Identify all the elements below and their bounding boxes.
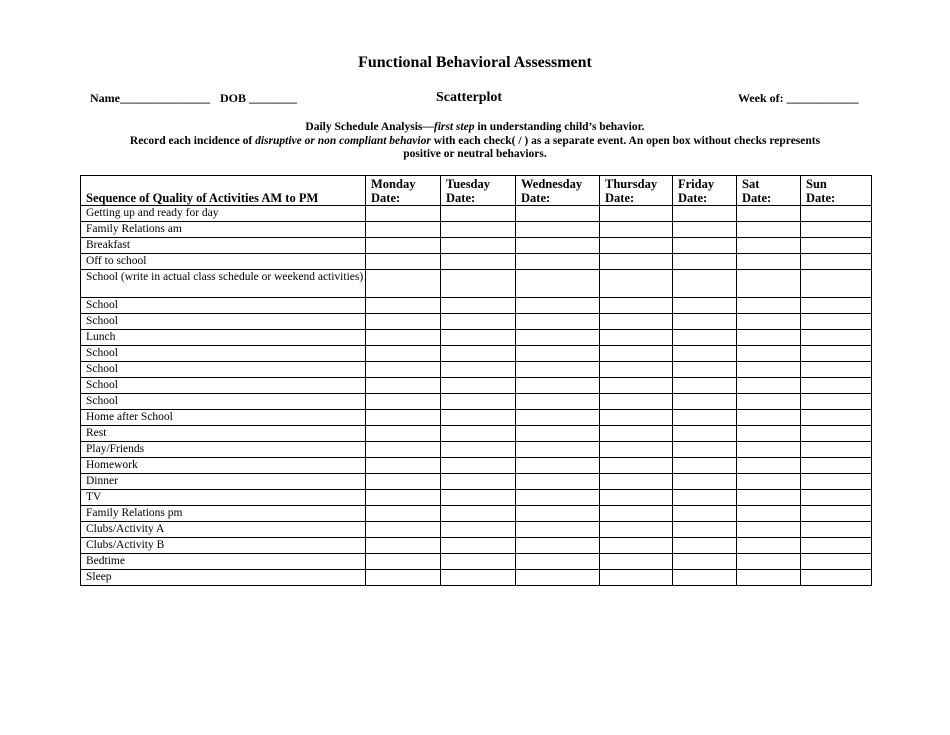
check-cell-wednesday[interactable] (516, 506, 600, 522)
date-label: Date: (371, 191, 401, 205)
check-cell-friday[interactable] (673, 554, 737, 570)
activity-label: Clubs/Activity A (81, 522, 366, 538)
check-cell-monday[interactable] (366, 426, 441, 442)
check-cell-friday[interactable] (673, 254, 737, 270)
instructions-text: with each check( / ) as a separate event. An open box without checks represents (430, 134, 821, 147)
check-cell-thursday[interactable] (600, 298, 673, 314)
check-cell-wednesday[interactable] (516, 394, 600, 410)
table-row (81, 254, 872, 270)
check-cell-sat[interactable] (737, 442, 801, 458)
check-cell-monday[interactable] (366, 346, 441, 362)
check-cell-monday[interactable] (366, 522, 441, 538)
check-cell-wednesday[interactable] (516, 378, 600, 394)
check-cell-thursday[interactable] (600, 362, 673, 378)
check-cell-tuesday[interactable] (441, 570, 516, 586)
check-cell-sun[interactable] (801, 554, 872, 570)
check-cell-thursday[interactable] (600, 378, 673, 394)
check-cell-monday[interactable] (366, 474, 441, 490)
check-cell-monday[interactable] (366, 314, 441, 330)
check-cell-tuesday[interactable] (441, 410, 516, 426)
check-cell-tuesday[interactable] (441, 442, 516, 458)
check-cell-sat[interactable] (737, 474, 801, 490)
check-cell-sun[interactable] (801, 538, 872, 554)
check-cell-friday[interactable] (673, 330, 737, 346)
table-row (81, 570, 872, 586)
check-cell-thursday[interactable] (600, 254, 673, 270)
table-row (81, 346, 872, 362)
check-cell-wednesday[interactable] (516, 206, 600, 222)
check-cell-tuesday[interactable] (441, 314, 516, 330)
check-cell-sun[interactable] (801, 522, 872, 538)
day-name: Wednesday (521, 177, 583, 191)
check-cell-friday[interactable] (673, 410, 737, 426)
check-cell-thursday[interactable] (600, 522, 673, 538)
check-cell-wednesday[interactable] (516, 330, 600, 346)
check-cell-wednesday[interactable] (516, 538, 600, 554)
check-cell-sun[interactable] (801, 206, 872, 222)
check-cell-wednesday[interactable] (516, 490, 600, 506)
activity-label: School (write in actual class schedule or weekend activities) (81, 270, 366, 298)
table-row (81, 426, 872, 442)
scatterplot-table (80, 175, 872, 586)
activity-label: School (81, 394, 366, 410)
table-row (81, 330, 872, 346)
check-cell-sat[interactable] (737, 314, 801, 330)
date-label: Date: (678, 191, 708, 205)
check-cell-sun[interactable] (801, 238, 872, 254)
check-cell-sat[interactable] (737, 222, 801, 238)
day-name: Monday (371, 177, 416, 191)
activity-label: Bedtime (81, 554, 366, 570)
check-cell-monday[interactable] (366, 254, 441, 270)
activity-label: TV (81, 490, 366, 506)
table-row (81, 270, 872, 298)
check-cell-monday[interactable] (366, 270, 441, 298)
check-cell-friday[interactable] (673, 270, 737, 298)
table-row (81, 314, 872, 330)
check-cell-friday[interactable] (673, 314, 737, 330)
table-row (81, 442, 872, 458)
check-cell-sun[interactable] (801, 330, 872, 346)
check-cell-sat[interactable] (737, 270, 801, 298)
check-cell-friday[interactable] (673, 362, 737, 378)
table-row (81, 458, 872, 474)
check-cell-wednesday[interactable] (516, 314, 600, 330)
day-header-sat (737, 176, 801, 206)
check-cell-wednesday[interactable] (516, 238, 600, 254)
check-cell-thursday[interactable] (600, 490, 673, 506)
check-cell-thursday[interactable] (600, 270, 673, 298)
check-cell-friday[interactable] (673, 458, 737, 474)
check-cell-sun[interactable] (801, 506, 872, 522)
check-cell-wednesday[interactable] (516, 270, 600, 298)
check-cell-monday[interactable] (366, 554, 441, 570)
check-cell-sat[interactable] (737, 394, 801, 410)
check-cell-monday[interactable] (366, 570, 441, 586)
check-cell-sat[interactable] (737, 522, 801, 538)
activity-label: School (81, 378, 366, 394)
day-header-tuesday (441, 176, 516, 206)
day-header-wednesday (516, 176, 600, 206)
check-cell-sat[interactable] (737, 298, 801, 314)
check-cell-sat[interactable] (737, 238, 801, 254)
instructions-text: in understanding child’s behavior. (474, 121, 645, 133)
check-cell-monday[interactable] (366, 410, 441, 426)
table-row (81, 410, 872, 426)
table-row (81, 222, 872, 238)
check-cell-sun[interactable] (801, 442, 872, 458)
check-cell-sat[interactable] (737, 254, 801, 270)
activity-label: School (81, 298, 366, 314)
check-cell-tuesday[interactable] (441, 330, 516, 346)
day-name: Tuesday (446, 177, 491, 191)
check-cell-monday[interactable] (366, 298, 441, 314)
check-cell-tuesday[interactable] (441, 206, 516, 222)
check-cell-sun[interactable] (801, 426, 872, 442)
check-cell-sat[interactable] (737, 570, 801, 586)
activity-label: Family Relations pm (81, 506, 366, 522)
check-cell-thursday[interactable] (600, 442, 673, 458)
check-cell-friday[interactable] (673, 346, 737, 362)
document-title: Functional Behavioral Assessment (358, 54, 592, 71)
check-cell-thursday[interactable] (600, 458, 673, 474)
check-cell-friday[interactable] (673, 426, 737, 442)
activity-label: Play/Friends (81, 442, 366, 458)
table-row (81, 554, 872, 570)
activity-label: Rest (81, 426, 366, 442)
check-cell-sun[interactable] (801, 298, 872, 314)
check-cell-tuesday[interactable] (441, 346, 516, 362)
check-cell-sat[interactable] (737, 506, 801, 522)
activity-label: School (81, 362, 366, 378)
table-row (81, 378, 872, 394)
check-cell-wednesday[interactable] (516, 222, 600, 238)
activity-label: Home after School (81, 410, 366, 426)
check-cell-tuesday[interactable] (441, 378, 516, 394)
table-row (81, 490, 872, 506)
check-cell-friday[interactable] (673, 238, 737, 254)
check-cell-sun[interactable] (801, 314, 872, 330)
check-cell-tuesday[interactable] (441, 362, 516, 378)
activity-label: Homework (81, 458, 366, 474)
date-label: Date: (806, 191, 836, 205)
instructions-emphasis: first step (433, 121, 475, 133)
instructions-text: Daily Schedule Analysis— (305, 121, 434, 133)
check-cell-thursday[interactable] (600, 570, 673, 586)
check-cell-friday[interactable] (673, 474, 737, 490)
check-cell-wednesday[interactable] (516, 458, 600, 474)
table-row (81, 538, 872, 554)
check-cell-sun[interactable] (801, 394, 872, 410)
check-cell-friday[interactable] (673, 298, 737, 314)
check-cell-friday[interactable] (673, 570, 737, 586)
check-cell-friday[interactable] (673, 442, 737, 458)
check-cell-sat[interactable] (737, 206, 801, 222)
check-cell-sun[interactable] (801, 362, 872, 378)
date-label: Date: (742, 191, 772, 205)
check-cell-tuesday[interactable] (441, 254, 516, 270)
check-cell-sun[interactable] (801, 474, 872, 490)
check-cell-tuesday[interactable] (441, 522, 516, 538)
check-cell-sun[interactable] (801, 490, 872, 506)
day-name: Friday (678, 177, 715, 191)
check-cell-tuesday[interactable] (441, 458, 516, 474)
check-cell-thursday[interactable] (600, 222, 673, 238)
check-cell-tuesday[interactable] (441, 426, 516, 442)
check-cell-wednesday[interactable] (516, 426, 600, 442)
table-row (81, 474, 872, 490)
activity-label: Family Relations am (81, 222, 366, 238)
check-cell-sun[interactable] (801, 222, 872, 238)
sequence-header: Sequence of Quality of Activities AM to PM (81, 176, 366, 206)
check-cell-sat[interactable] (737, 346, 801, 362)
activity-label: School (81, 346, 366, 362)
check-cell-wednesday[interactable] (516, 570, 600, 586)
check-cell-sat[interactable] (737, 378, 801, 394)
check-cell-tuesday[interactable] (441, 506, 516, 522)
check-cell-wednesday[interactable] (516, 442, 600, 458)
check-cell-sun[interactable] (801, 458, 872, 474)
check-cell-monday[interactable] (366, 442, 441, 458)
check-cell-sun[interactable] (801, 270, 872, 298)
check-cell-friday[interactable] (673, 538, 737, 554)
name-field-label: Name_______________ (90, 91, 210, 105)
check-cell-wednesday[interactable] (516, 298, 600, 314)
table-row (81, 394, 872, 410)
activity-label: Getting up and ready for day (81, 206, 366, 222)
check-cell-thursday[interactable] (600, 410, 673, 426)
check-cell-thursday[interactable] (600, 506, 673, 522)
day-header-sun (801, 176, 872, 206)
check-cell-monday[interactable] (366, 394, 441, 410)
check-cell-sat[interactable] (737, 538, 801, 554)
check-cell-friday[interactable] (673, 206, 737, 222)
check-cell-monday[interactable] (366, 378, 441, 394)
instructions (80, 121, 870, 162)
check-cell-friday[interactable] (673, 394, 737, 410)
check-cell-friday[interactable] (673, 490, 737, 506)
check-cell-thursday[interactable] (600, 554, 673, 570)
instructions-line-2 (80, 135, 870, 149)
check-cell-tuesday[interactable] (441, 298, 516, 314)
instructions-text: Record each incidence of (129, 134, 256, 147)
check-cell-friday[interactable] (673, 506, 737, 522)
check-cell-tuesday[interactable] (441, 474, 516, 490)
check-cell-monday[interactable] (366, 458, 441, 474)
day-name: Sat (742, 177, 760, 191)
activity-label: Sleep (81, 570, 366, 586)
check-cell-thursday[interactable] (600, 474, 673, 490)
table-row (81, 298, 872, 314)
check-cell-tuesday[interactable] (441, 270, 516, 298)
check-cell-monday[interactable] (366, 538, 441, 554)
check-cell-tuesday[interactable] (441, 538, 516, 554)
week-field-label: Week of: ____________ (738, 91, 859, 105)
check-cell-wednesday[interactable] (516, 346, 600, 362)
check-cell-sat[interactable] (737, 490, 801, 506)
activity-label: Off to school (81, 254, 366, 270)
check-cell-thursday[interactable] (600, 206, 673, 222)
check-cell-thursday[interactable] (600, 314, 673, 330)
check-cell-sun[interactable] (801, 254, 872, 270)
instructions-line-1 (80, 121, 870, 135)
table-row (81, 506, 872, 522)
check-cell-sat[interactable] (737, 458, 801, 474)
check-cell-tuesday[interactable] (441, 490, 516, 506)
activity-label: Breakfast (81, 238, 366, 254)
day-name: Thursday (605, 177, 658, 191)
check-cell-sat[interactable] (737, 410, 801, 426)
check-cell-monday[interactable] (366, 362, 441, 378)
check-cell-friday[interactable] (673, 222, 737, 238)
table-row (81, 238, 872, 254)
check-cell-sun[interactable] (801, 410, 872, 426)
day-header-monday (366, 176, 441, 206)
scatterplot-label: Scatterplot (436, 90, 503, 105)
check-cell-thursday[interactable] (600, 394, 673, 410)
table-row (81, 206, 872, 222)
check-cell-tuesday[interactable] (441, 222, 516, 238)
instructions-emphasis: disruptive or non compliant behavior (255, 134, 431, 147)
check-cell-monday[interactable] (366, 490, 441, 506)
date-label: Date: (521, 191, 551, 205)
check-cell-friday[interactable] (673, 378, 737, 394)
date-label: Date: (605, 191, 635, 205)
activity-label: School (81, 314, 366, 330)
check-cell-thursday[interactable] (600, 238, 673, 254)
check-cell-sat[interactable] (737, 330, 801, 346)
activity-label: Dinner (81, 474, 366, 490)
check-cell-tuesday[interactable] (441, 394, 516, 410)
check-cell-sat[interactable] (737, 554, 801, 570)
check-cell-wednesday[interactable] (516, 362, 600, 378)
check-cell-thursday[interactable] (600, 538, 673, 554)
day-header-friday (673, 176, 737, 206)
check-cell-sun[interactable] (801, 570, 872, 586)
check-cell-wednesday[interactable] (516, 474, 600, 490)
table-row (81, 522, 872, 538)
day-header-thursday (600, 176, 673, 206)
check-cell-sun[interactable] (801, 346, 872, 362)
check-cell-wednesday[interactable] (516, 254, 600, 270)
dob-field-label: DOB ________ (220, 91, 298, 105)
check-cell-monday[interactable] (366, 206, 441, 222)
table-row (81, 362, 872, 378)
activity-label: Lunch (81, 330, 366, 346)
check-cell-sat[interactable] (737, 426, 801, 442)
check-cell-sat[interactable] (737, 362, 801, 378)
check-cell-sun[interactable] (801, 378, 872, 394)
check-cell-tuesday[interactable] (441, 554, 516, 570)
check-cell-wednesday[interactable] (516, 554, 600, 570)
instructions-line-3: positive or neutral behaviors. (403, 148, 547, 160)
check-cell-wednesday[interactable] (516, 522, 600, 538)
check-cell-tuesday[interactable] (441, 238, 516, 254)
check-cell-thursday[interactable] (600, 346, 673, 362)
check-cell-monday[interactable] (366, 238, 441, 254)
check-cell-friday[interactable] (673, 522, 737, 538)
table-header-row (81, 176, 872, 206)
check-cell-thursday[interactable] (600, 426, 673, 442)
activity-label: Clubs/Activity B (81, 538, 366, 554)
day-name: Sun (806, 177, 827, 191)
check-cell-wednesday[interactable] (516, 410, 600, 426)
date-label: Date: (446, 191, 476, 205)
table-body (81, 206, 872, 586)
check-cell-thursday[interactable] (600, 330, 673, 346)
check-cell-monday[interactable] (366, 506, 441, 522)
check-cell-monday[interactable] (366, 222, 441, 238)
check-cell-monday[interactable] (366, 330, 441, 346)
